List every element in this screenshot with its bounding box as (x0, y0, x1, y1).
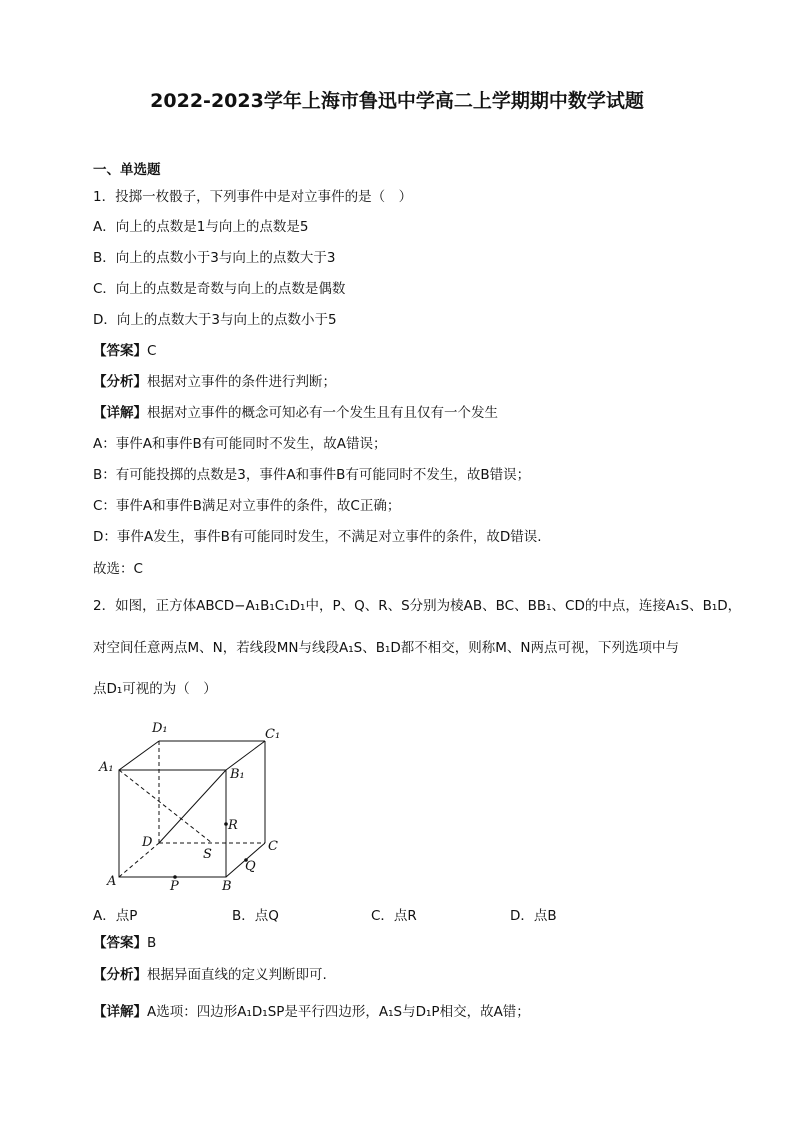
label-s: S (203, 847, 212, 862)
q1-detail-line-d: D：事件A发生，事件B有可能同时发生，不满足对立事件的条件，故D错误. (93, 529, 542, 545)
q2-stem-line3: 点D₁可视的为（ ） (93, 681, 217, 697)
label-d: D (142, 835, 153, 850)
label-p: P (170, 879, 179, 894)
q2-stem-line1: 2．如图，正方体ABCD−A₁B₁C₁D₁中，P、Q、R、S分别为棱AB、BC、BB₁、CD的中点，连接A₁S、B₁D， (93, 598, 742, 614)
label-b1: B₁ (230, 767, 245, 782)
analysis-tag: 【分析】 (93, 967, 147, 983)
edge-ad (119, 843, 159, 877)
label-q: Q (245, 859, 256, 874)
edge-b1c1 (226, 741, 265, 770)
q2-answer (93, 934, 156, 952)
q1-detail-line-b: B：有可能投掷的点数是3，事件A和事件B有可能同时不发生，故B错误； (93, 467, 531, 483)
q2-option-b: B．点Q (232, 908, 279, 924)
q2-stem-line2: 对空间任意两点M、N，若线段MN与线段A₁S、B₁D都不相交，则称M、N两点可视，下列选项中与 (93, 640, 680, 656)
section-heading: 一、单选题 (93, 162, 161, 178)
label-c: C (268, 839, 278, 854)
q1-detail-line-a: A：事件A和事件B有可能同时不发生，故A错误； (93, 436, 387, 452)
q1-stem: 1．投掷一枚骰子，下列事件中是对立事件的是（ ） (93, 189, 413, 205)
edge-a1d1 (119, 741, 159, 770)
label-r: R (228, 818, 238, 833)
q1-option-b: B．向上的点数小于3与向上的点数大于3 (93, 250, 336, 266)
cube-figure (95, 712, 295, 897)
segment-a1s (119, 770, 212, 843)
q2-option-d: D．点B (510, 908, 557, 924)
q1-analysis (93, 373, 336, 391)
detail-text: 根据对立事件的概念可知必有一个发生且有且仅有一个发生 (147, 405, 498, 421)
answer-tag: 【答案】 (93, 935, 147, 951)
label-c1: C₁ (265, 727, 281, 742)
segment-b1d (159, 770, 226, 843)
q1-option-d: D．向上的点数大于3与向上的点数小于5 (93, 312, 337, 328)
q2-option-a: A．点P (93, 908, 138, 924)
q1-detail (93, 404, 498, 422)
answer-tag: 【答案】 (93, 343, 147, 359)
label-d1: D₁ (152, 721, 168, 736)
label-a: A (107, 874, 117, 889)
page-title: 2022-2023学年上海市鲁迅中学高二上学期期中数学试题 (150, 90, 644, 112)
analysis-tag: 【分析】 (93, 374, 147, 390)
analysis-text: 根据异面直线的定义判断即可. (147, 967, 327, 983)
detail-text: A选项：四边形A₁D₁SP是平行四边形，A₁S与D₁P相交，故A错； (147, 1004, 530, 1020)
answer-value: C (147, 343, 157, 359)
q1-detail-line-c: C：事件A和事件B满足对立事件的条件，故C正确； (93, 498, 401, 514)
analysis-text: 根据对立事件的条件进行判断； (147, 374, 336, 390)
label-a1: A₁ (99, 760, 114, 775)
q1-option-c: C．向上的点数是奇数与向上的点数是偶数 (93, 281, 346, 297)
q1-option-a: A．向上的点数是1与向上的点数是5 (93, 219, 309, 235)
q2-analysis (93, 966, 327, 984)
q1-conclusion: 故选：C (93, 561, 143, 577)
detail-tag: 【详解】 (93, 405, 147, 421)
label-b: B (222, 879, 232, 894)
answer-value: B (147, 935, 157, 951)
q2-detail (93, 1003, 530, 1021)
q1-answer (93, 342, 156, 360)
detail-tag: 【详解】 (93, 1004, 147, 1020)
q2-option-c: C．点R (371, 908, 417, 924)
